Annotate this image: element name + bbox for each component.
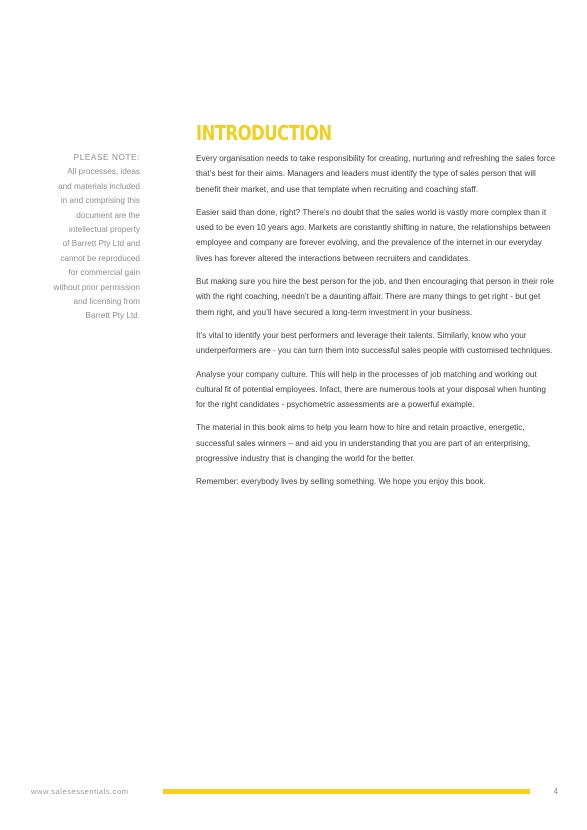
note-line: in and comprising this [60,196,140,206]
body-paragraph: But making sure you hire the best person for the job, and then encouraging that person in their role with the right coaching, needn’t be a daunting affair. There are many things to get right - but get them right, and you’ll have secured a long-term investment in your business. [196,277,554,317]
body-paragraph: Every organisation needs to take responsibility for creating, nurturing and refreshing the sales force that’s best for their aims. Managers and leaders must identify the type of sales person that will benefit their market, and use that template when recruiting and coaching staff. [196,154,556,194]
footer-accent-bar [163,789,530,794]
footer-website-link[interactable]: www.salesessentials.com [31,787,129,796]
note-line: and materials included [58,181,140,191]
page-heading: INTRODUCTION [196,121,332,145]
body-paragraph: Analyse your company culture. This will help in the processes of job matching and working out cultural fit of potential employees. Infact, there are numerous tools at your disposal when hunting for the right candidates - psychometric assessments are a powerful example. [196,369,546,410]
note-line: for commercial gain [68,268,140,278]
note-line: document are the [76,210,140,220]
note-line: intellectual property [69,225,140,235]
body-paragraph: It’s vital to identify your best performers and leverage their talents. Similarly, know who your underperformers are - you can turn them into successful sales people with customised techniques. [196,330,553,356]
note-line: cannot be reproduced [60,253,140,263]
note-line: Barrett Pty Ltd. [85,311,140,321]
body-paragraph: The material in this book aims to help you learn how to hire and retain proactive, energetic, successful sales winners – and aid you in understanding that you are part of an enterprising, progressive industry that is changing the world for the better. [196,423,531,464]
note-line: All processes, ideas [67,167,140,177]
note-line: without prior permission [53,282,140,292]
copyright-note [30,151,140,324]
note-title: PLEASE NOTE: [73,153,140,162]
note-line: and licensing from [73,297,140,307]
note-line: of Barrett Pty Ltd and [62,239,140,249]
body-text [196,151,556,498]
body-paragraph: Remember: everybody lives by selling something. We hope you enjoy this book. [196,477,486,487]
page-number: 4 [553,787,558,796]
body-paragraph: Easier said than done, right? There’s no doubt that the sales world is vastly more complex than it used to be even 10 years ago. Markets are constantly shifting in nature, the relationships between employee and company are forever evolving, and the prevalence of the internet in our everyday lives has forever altered the interactions between recruiters and candidates. [196,207,551,263]
